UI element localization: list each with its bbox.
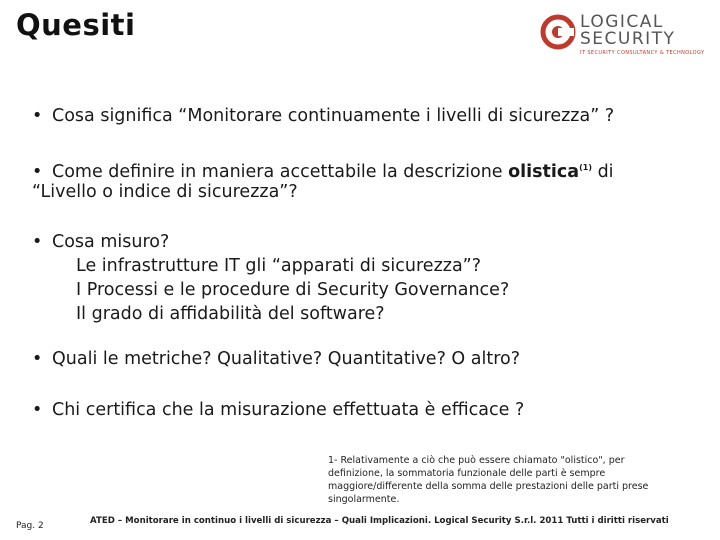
footer-text: ATED – Monitorare in continuo i livelli di sicurezza – Quali Implicazioni. Logical Security S.r.l. 2011 Tutti i diritti riservati — [90, 516, 669, 526]
sub-item-1: Le infrastrutture IT gli “apparati di sicurezza”? — [76, 256, 482, 276]
logo-line-1: LOGICAL — [580, 12, 664, 32]
logical-security-logo — [540, 12, 705, 58]
bullet-dot: • — [32, 232, 43, 252]
bullet-text: Cosa misuro? — [52, 232, 170, 252]
logo-wordmark — [580, 14, 675, 48]
bullet-item-5 — [32, 398, 524, 422]
footnote-ref: (1) — [579, 163, 592, 172]
logo-tagline: IT SECURITY CONSULTANCY & TECHNOLOGY — [580, 50, 705, 56]
bullet-text: Chi certifica che la misurazione effettuata è efficace ? — [52, 400, 525, 420]
bullet-text-end: di — [592, 161, 614, 182]
bullet-text: Quali le metriche? Qualitative? Quantitative? O altro? — [52, 349, 521, 369]
page-number: Pag. 2 — [16, 521, 44, 531]
bullet-item-4 — [32, 347, 520, 371]
footnote: 1- Relativamente a ciò che può essere chiamato "olistico", per definizione, la sommatoria funzionale delle parti è sempre maggiore/differente della somma delle prestazioni delle parti prese singolarmente. — [328, 455, 649, 505]
bullet-dot: • — [32, 400, 43, 420]
bullet-item-2-line-2: “Livello o indice di sicurezza”? — [32, 182, 298, 202]
bullet-item-1 — [32, 104, 614, 128]
logo-mark-icon — [540, 14, 576, 50]
bullet-item-3 — [32, 230, 169, 254]
logo-line-2: SECURITY — [580, 29, 676, 49]
sub-item-2: I Processi e le procedure di Security Governance? — [76, 280, 510, 300]
bullet-dot: • — [32, 161, 43, 182]
sub-item-3: Il grado di affidabilità del software? — [76, 304, 385, 324]
bullet-dot: • — [32, 349, 43, 369]
bullet-dot: • — [32, 106, 43, 126]
bullet-bold-term: olistica — [508, 161, 580, 182]
bullet-text: Cosa significa “Monitorare continuamente i livelli di sicurezza” ? — [52, 106, 615, 126]
bullet-text: Come definire in maniera accettabile la descrizione — [52, 161, 509, 182]
slide-title: Quesiti — [16, 8, 136, 42]
